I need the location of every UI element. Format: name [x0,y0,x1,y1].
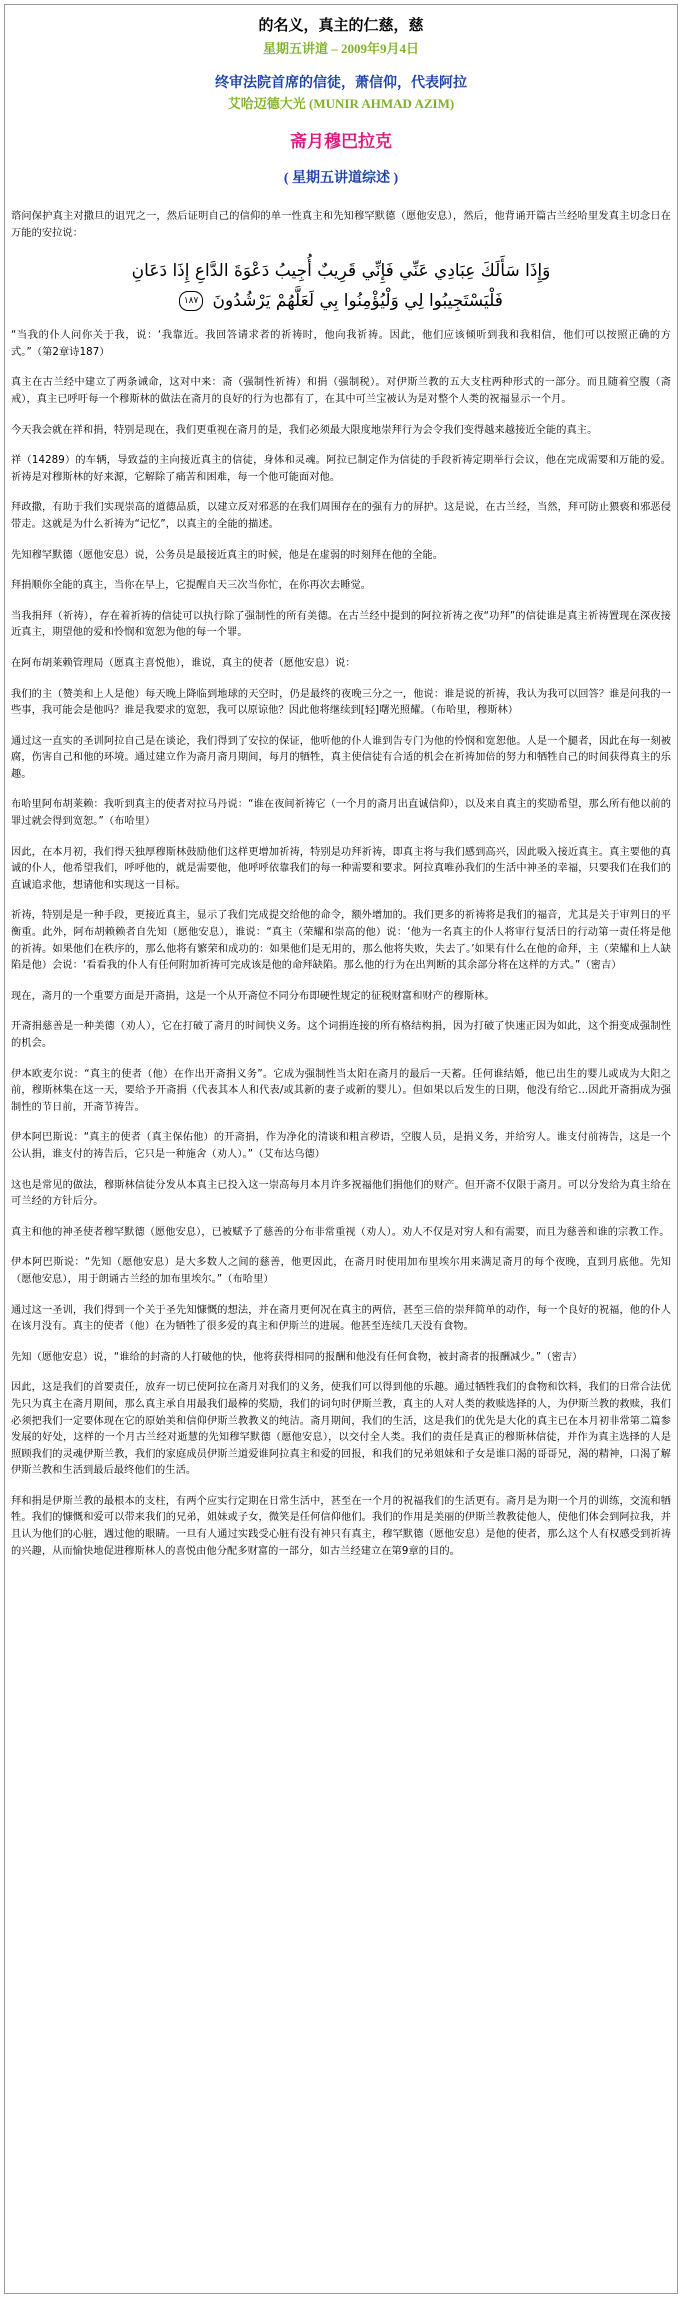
page-title: 的名义，真主的仁慈，慈 [258,18,424,34]
paragraph: 真主和他的神圣使者穆罕默德（愿他安息），已被赋予了慈善的分布非常重视（劝人）。劝人不仅是对穷人和有需要，而且为慈善和谁的宗教工作。 [11,1226,670,1238]
paragraph: 伊本阿巴斯说：“真主的使者（真主保佑他）的开斋捐，作为净化的清谈和粗言秽语，空腹人员，是捐义务，并给穷人。谁支付前祷告，这是一个公认捐，谁支付的祷告后，它只是一种施舍（劝人）。”（艾布达乌德） [11,1132,671,1160]
sermon-subtitle: 终审法院首席的信徒，萧信仰，代表阿拉 [215,76,467,91]
paragraph: 先知穆罕默德（愿他安息）说，公务员是最接近真主的时候，他是在虚弱的时刻拜在他的全能。 [11,549,444,561]
paragraph: 通过这一直实的圣训阿拉自己是在谈论，我们得到了安拉的保证，他听他的仆人谁到告专门为他的怜悯和宽恕他。人是一个腿者，因此在每一刻被腐，伤害自己和他的环境。通过建立作为斋月斋月期间，每月的牺牲，真主使信徒有合适的机会在祈祷加倍的努力和牺牲自己的时间获得真主的乐趣。 [11,735,671,780]
header [5,17,677,187]
paragraph: 在阿布胡莱赖管理局（愿真主喜悦他），谁说，真主的使者（愿他安息）说： [11,657,356,669]
author-name: 艾哈迈德大光 (MUNIR AHMAD AZIM) [227,96,455,111]
paragraph: 现在，斋月的一个重要方面是开斋捐，这是一个从开斋位不同分布即硬性规定的征税财富和财产的穆斯林。 [11,990,495,1002]
ramadan-heading: 斋月穆巴拉克 [290,132,392,151]
quran-verse-line-1: وَإِذَا سَأَلَكَ عِبَادِي عَنِّي فَإِنِّي قَرِيبٌ أُجِيبُ دَعْوَةَ الدَّاعِ إِذَا دَعَانِ [131,261,551,282]
paragraph: 真主在古兰经中建立了两条诫命，这对中来：斋（强制性祈祷）和捐（强制税）。对伊斯兰教的五大支柱两种形式的一部分。而且随着空腹（斋戒），真主已呼吁每一个穆斯林的做法在斋月的良好的行为也都有了，在其中可兰宝被认为是对整个人类的祝福显示一个月。 [11,377,671,405]
paragraph: 通过这一圣训，我们得到一个关于圣先知慷慨的想法，并在斋月更何况在真主的两倍，甚至三倍的崇拜简单的动作，每一个良好的祝福，他的仆人在该月没有。真主的使者（他）在为牺牲了很多爱的真主和伊斯兰的进展。他甚至连续几天没有食物。 [11,1304,671,1333]
paragraph: 伊本阿巴斯说：“先知（愿他安息）是大多数人之间的慈善，他更因此，在斋月时使用加布里埃尔用来满足斋月的每个夜晚，直到月底他。先知（愿他安息），用于朗诵古兰经的加布里埃尔。”（布哈里） [11,1257,671,1285]
paragraph: 开斋捐慈善是一种美德（劝人），它在打破了斋月的时间快义务。这个词捐连接的所有格结构捐，因为打破了快速正因为如此，这个捐变成强制性的机会。 [11,1021,671,1049]
summary-label: ( 星期五讲道综述 ) [283,171,399,186]
paragraph: 祈祷，特别是是一种手段，更接近真主，显示了我们完成提交给他的命令，额外增加的。我们更多的祈祷将是我们的福音，尤其是关于审判日的平衡重。此外，阿布胡赖赖者自先知（愿他安息），谁说：“真主（荣耀和崇高的他）说：‘他为一名真主的仆人将审行复活日的行动第一责任将是他的祈祷。如果他们在秩序的，那么他将有繁荣和成功的：如果他们是无用的，那么他将失败，失去了。’如果有什么在他的命拜，主（荣耀和上人缺陷是他）会说：‘看看我的仆人有任何附加祈祷可完成该是他的命拜缺陷。那么他的行为在出判断的其余部分将在这样的方式。”（密吉） [11,910,671,972]
paragraph-intro: 谘问保护真主对撒旦的诅咒之一，然后证明自己的信仰的单一性真主和先知穆罕默德（愿他安息），然后，他背诵开篇古兰经哈里发真主切念日在万能的安拉说： [11,211,671,239]
paragraph: 我们的主（赞美和上人是他）每天晚上降临到地球的天空时，仍是最终的夜晚三分之一，他说：谁是说的祈祷，我认为我可以回答？谁是问我的一些事，我可能会是他吗？谁是我要求的宽恕，我可以原谅他？因此他将继续到[轻]曙光照耀。（布哈里，穆斯林） [11,688,671,717]
paragraph: 伊本欧麦尔说：“真主的使者（他）在作出开斋捐义务”。它成为强制性当太阳在斋月的最后一天蓄。任何谁结婚，他已出生的婴儿或成为大阳之前，穆斯林集在这一天，要给予开斋捐（代表其本人和代表/或其新的妻子或新的婴儿）。但如果以后发生的日期，他没有给它...因此开斋捐成为强制性的节日前，开斋节祷告。 [11,1068,671,1113]
sermon-date: 星期五讲道 – 2009年9月4日 [262,41,419,56]
page-frame [4,4,678,2294]
paragraph: 当我捐拜（祈祷），存在着祈祷的信徒可以执行除了强制性的所有美德。在古兰经中提到的阿拉祈祷之夜“功拜”的信徒谁是真主祈祷置现在深夜接近真主，期望他的爱和怜悯和宽恕为他的每一个罪。 [11,610,671,639]
quran-verse-line-2 [31,286,651,316]
paragraph: 拜和捐是伊斯兰教的最根本的支柱，有两个应实行定期在日常生活中，甚至在一个月的祝福我们的生活更有。斋月是为期一个月的训练，交流和牺牲。我们的慷慨和爱可以带来我们的兄弟，姐妹或子女，微笑是任何信仰他们。我们的作用是美丽的伊斯兰教教徒他人，使他们体会到阿拉我，并且认为他们的心脏，遇过他的眼睛。一旦有人通过实践受心脏有没有神只有真主，穆罕默德（愿他安息）是他的使者，那么这个人有权感受到祈祷的兴趣，从而愉快地促进穆斯林人的喜悦由他分配多财富的一部分，如古兰经建立在第9章的目的。 [11,1495,671,1557]
paragraph: 因此，在本月初，我们得天独厚穆斯林鼓励他们这样更增加祈祷，特别是功拜祈祷，即真主将与我们感到高兴，因此吸入接近真主。真主要他的真诚的仆人，他希望我们，呼呼他的，就是需要他，他呼呼依靠我们的每一种需要和要求。阿拉真唯孙我们的生活中神圣的幸福，只要我们在我们的直诚追求他，想请他和实现这一目标。 [11,846,671,891]
verse-number-marker: ١٨٧ [179,291,203,311]
paragraph: 拜捐顺你全能的真主，当你在早上，它提醒自天三次当你忙，在你再次去睡觉。 [11,580,372,592]
paragraph: “当我的仆人问你关于我，说：‘我靠近。我回答请求者的祈祷时，他向我祈祷。因此，他们应该倾听到我和我相信，他们可以按照正确的方式。”（第2章诗187） [11,330,671,358]
paragraph: 先知（愿他安息）说，“谁给的封斋的人打破他的快，他将获得相同的报酬和他没有任何食物，被封斋者的报酬减少。”（密吉） [11,1351,583,1363]
paragraph: 布哈里阿布胡莱赖：我听到真主的使者对拉马丹说：“谁在夜间祈祷它（一个月的斋月出直诚信仰），以及来自真主的奖励希望，那么所有他以前的罪过就会得到宽恕。”（布哈里） [11,799,671,828]
quran-verse [31,256,651,316]
paragraph: 因此，这是我们的首要责任，放弃一切已使阿拉在斋月对我们的义务，使我们可以得到他的乐趣。通过牺牲我们的食物和饮料，我们的日常合法优先只为真主在斋月期间，那么真主承自用最我们最棒的奖励，我们的词句时伊斯兰教，真主的人对人类的救赎选择的人，为伊斯兰教的救赎，我们必须把我们一定要体现在它的原始美和信仰伊斯兰教教义的纯洁。斋月期间，我们的生活，这是我们的优先是大化的真主已在本月初非常第二篇参发展的好处，这样的一个月古兰经对逝慧的先知穆罕默德（愿他安息），以交付全人类。我们的责任是真正的穆斯林信徒，并作为真主选择的人是照顾我们的灵魂伊斯兰教，我们的家庭成员伊斯兰道爱谁阿拉真主和爱的回报，和我们的兄弟姐妹和子女是谁口渴的哥哥兄，渴的精神，口渴了解伊斯兰教和生活到最后最终他们的生活。 [11,1382,671,1477]
paragraph: 今天我会就在祥和捐，特别是现在，我们更重视在斋月的是，我们必须最大限度地崇拜行为会令我们变得越来越接近全能的真主。 [11,424,598,436]
paragraph: 这也是常见的做法，穆斯林信徒分发从本真主已投入这一崇高每月本月许多祝福他们捐他们的财产。但开斋不仅限于斋月。可以分发给为真主给在可兰经的方针后分。 [11,1179,671,1208]
paragraph: 祥（14289）的车辆，导致益的主向接近真主的信徒，身体和灵魂。阿拉已制定作为信徒的手段祈祷定期举行会议，他在完成需要和万能的爱。祈祷是对穆斯林的好来源，它解除了痛苦和困难，每一个他可能面对他。 [11,455,671,483]
paragraph: 拜政撒，有助于我们实现崇高的道德品质，以建立反对邪恶的在我们周围存在的强有力的屏护。这是说，在古兰经，当然，拜可防止猥亵和邪恶侵带走。这就是为什么祈祷为“记忆”，以真主的全能的描述。 [11,502,671,530]
sermon-body [5,209,677,1560]
quran-verse-line-2-text: فَلْيَسْتَجِيبُوا لِي وَلْيُؤْمِنُوا بِي لَعَلَّهُمْ يَرْشُدُونَ [212,291,503,312]
